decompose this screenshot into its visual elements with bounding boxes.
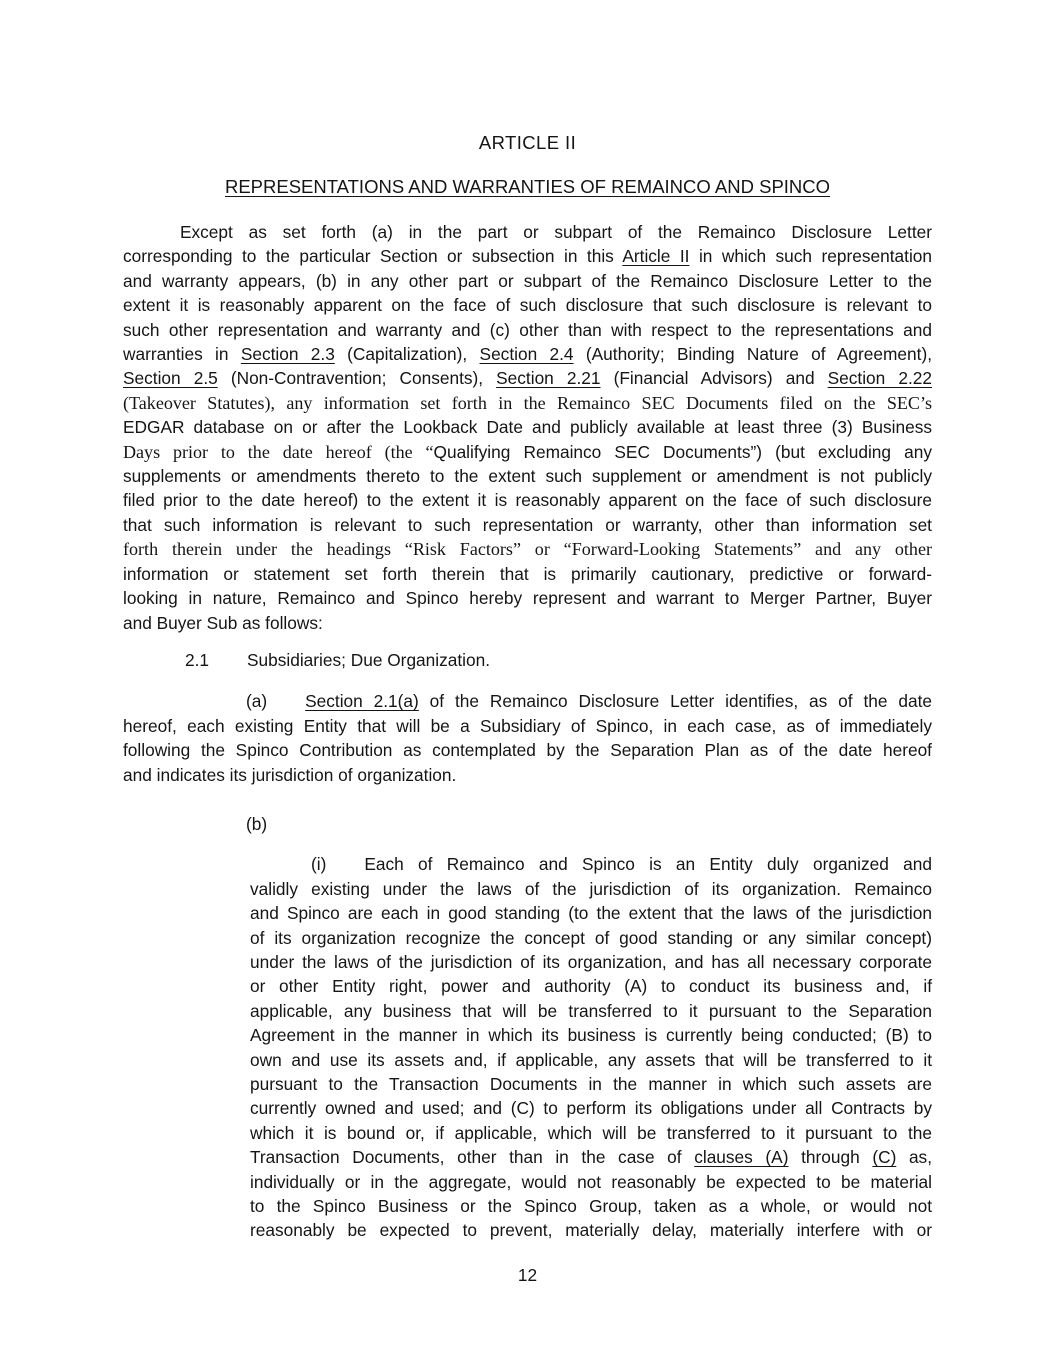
section-title: Subsidiaries; Due Organization. — [247, 649, 491, 670]
text-line — [123, 366, 932, 390]
text-line — [250, 1145, 932, 1169]
text-line — [250, 1023, 932, 1047]
text-run: such other representation and warranty and (c) other than with respect to the representations and — [123, 319, 932, 340]
text-run: which it is bound or, if applicable, which will be transferred to it pursuant to the — [250, 1122, 932, 1143]
text-run: filed prior to the date hereof) to the extent it is reasonably apparent on the face of such disclosure — [123, 490, 932, 511]
text-line — [123, 763, 932, 787]
section-2-1-heading — [123, 648, 932, 672]
section-reference: Section 2.3 — [240, 344, 335, 365]
text-run: Agreement in the manner in which its business is currently being conducted; (B) to — [250, 1025, 932, 1046]
text-line — [123, 611, 932, 635]
text-run: and indicates its jurisdiction of organization. — [123, 764, 457, 785]
section-reference: Section 2.1(a) — [305, 691, 419, 712]
text-line — [250, 852, 932, 876]
text-line — [250, 926, 932, 950]
text-run: and Buyer Sub as follows: — [123, 612, 323, 633]
text-line — [250, 999, 932, 1023]
text-run: individually or in the aggregate, would not reasonably be expected to be material — [250, 1171, 932, 1192]
text-run: Except as set forth (a) in the part or subpart of the Remainco Disclosure Letter — [180, 222, 932, 242]
text-run: warranties in — [123, 344, 241, 365]
text-run: information or statement set forth therein that is primarily cautionary, predictive or forward- — [123, 563, 932, 584]
text-line — [250, 974, 932, 998]
section-reference: Section 2.4 — [479, 344, 574, 365]
text-run: (Takeover Statutes), any information set forth in the Remainco SEC Documents filed on the SEC’s — [123, 392, 932, 413]
page-number: 12 — [517, 1264, 538, 1285]
text-run: currently owned and used; and (C) to perform its obligations under all Contracts by — [250, 1098, 932, 1119]
text-run: or other Entity right, power and authority (A) to conduct its business and, if — [250, 976, 932, 997]
text-line — [123, 269, 932, 293]
text-run: EDGAR database on or after the Lookback Date and publicly available at least three (3) Business — [123, 417, 932, 438]
section-reference: Section 2.21 — [496, 368, 601, 389]
section-number: 2.1 — [185, 649, 210, 670]
section-reference: Section 2.22 — [827, 368, 932, 389]
text-line — [123, 391, 932, 415]
section-reference: Article II — [622, 246, 690, 267]
article-title: ARTICLE II — [478, 132, 577, 153]
text-run: that such information is relevant to such representation or warranty, other than information set — [123, 514, 932, 535]
text-line — [123, 562, 932, 586]
text-line — [123, 513, 932, 537]
text-run: Days prior to the date hereof (the “ — [123, 441, 434, 462]
text-run: hereof, each existing Entity that will be a Subsidiary of Spinco, in each case, as of immediately — [123, 715, 932, 736]
text-line — [123, 440, 932, 464]
text-line — [250, 1218, 932, 1242]
text-line — [250, 901, 932, 925]
paragraph-a — [123, 689, 932, 787]
text-run: corresponding to the particular Section or subsection in this — [123, 246, 623, 267]
text-run: (Authority; Binding Nature of Agreement), — [573, 344, 932, 365]
text-line — [250, 950, 932, 974]
text-line — [123, 738, 932, 762]
intro-paragraph — [123, 220, 932, 635]
text-run: applicable, any business that will be transferred to it pursuant to the Separation — [250, 1000, 932, 1021]
text-run: own and use its assets and, if applicable, any assets that will be transferred to it — [250, 1049, 932, 1070]
text-line — [250, 1194, 932, 1218]
text-run: validly existing under the laws of the jurisdiction of its organization. Remainco — [250, 878, 932, 899]
text-run: of the Remainco Disclosure Letter identifies, as of the date — [418, 691, 932, 712]
text-run: and warranty appears, (b) in any other part or subpart of the Remainco Disclosure Letter to the — [123, 270, 932, 291]
text-run: looking in nature, Remainco and Spinco hereby represent and warrant to Merger Partner, Buyer — [123, 588, 932, 609]
text-line — [250, 1096, 932, 1120]
text-run: supplements or amendments thereto to the extent such supplement or amendment is not publicly — [123, 466, 932, 487]
section-reference: Section 2.5 — [123, 368, 218, 389]
text-line — [123, 415, 932, 439]
text-line — [250, 1121, 932, 1145]
text-line — [123, 244, 932, 268]
text-run: Each of Remainco and Spinco is an Entity duly organized and — [364, 854, 932, 875]
text-run: of its organization recognize the concept of good standing or any similar concept) — [250, 927, 932, 948]
text-run: (Financial Advisors) and — [600, 368, 828, 389]
text-line — [250, 1072, 932, 1096]
text-line — [123, 488, 932, 512]
paragraph-b-label: (b) — [246, 813, 268, 834]
text-line — [123, 342, 932, 366]
text-line — [123, 318, 932, 342]
text-run: (Capitalization), — [334, 344, 480, 365]
text-line — [123, 464, 932, 488]
text-line — [250, 1170, 932, 1194]
section-reference: (C) — [872, 1147, 897, 1168]
section-heading — [123, 174, 932, 199]
text-line — [250, 1048, 932, 1072]
text-run: (i) — [311, 854, 327, 875]
text-run: forth therein under the headings “Risk Factors” or “Forward-Looking Statements” and any other — [123, 539, 932, 560]
text-run: and Spinco are each in good standing (to the extent that the laws of the jurisdiction — [250, 903, 932, 924]
text-run: under the laws of the jurisdiction of its organization, and has all necessary corporate — [250, 951, 932, 972]
text-run: as, — [896, 1147, 932, 1168]
text-run: (a) — [246, 691, 268, 712]
text-run: following the Spinco Contribution as contemplated by the Separation Plan as of the date hereof — [123, 740, 932, 761]
text-run: in which such representation — [689, 246, 932, 267]
text-run: Transaction Documents, other than in the case of — [250, 1147, 695, 1168]
clause-b-i-paragraph — [250, 852, 932, 1243]
text-line — [123, 689, 932, 713]
section-reference: clauses (A) — [694, 1147, 789, 1168]
text-line — [123, 220, 932, 244]
text-run: extent it is reasonably apparent on the face of such disclosure that such disclosure is relevant to — [123, 295, 932, 316]
text-run: (Non-Contravention; Consents), — [217, 368, 497, 389]
text-line — [123, 537, 932, 561]
text-line — [123, 586, 932, 610]
text-line — [250, 877, 932, 901]
text-run: through — [788, 1147, 873, 1168]
section-heading-text: REPRESENTATIONS AND WARRANTIES OF REMAINCO AND SPINCO — [224, 176, 831, 197]
text-run: reasonably be expected to prevent, materially delay, materially interfere with or — [250, 1220, 932, 1241]
text-run: to the Spinco Business or the Spinco Group, taken as a whole, or would not — [250, 1196, 932, 1217]
text-line — [123, 714, 932, 738]
text-line — [123, 293, 932, 317]
text-run: Qualifying Remainco SEC Documents”) (but excluding any — [433, 441, 932, 462]
text-run: pursuant to the Transaction Documents in the manner in which such assets are — [250, 1074, 932, 1094]
